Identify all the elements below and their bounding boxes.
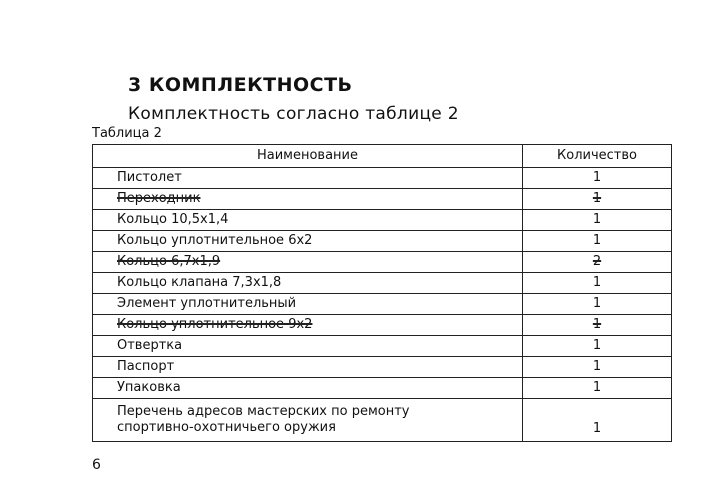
item-quantity: 1: [523, 378, 672, 399]
column-header-quantity: Количество: [523, 145, 672, 168]
struck-item-name: Кольцо 6,7x1,9: [117, 254, 221, 269]
item-quantity: [523, 189, 672, 210]
table-row: [93, 273, 672, 294]
table-row-struck: [93, 315, 672, 336]
item-name: Отвертка: [93, 336, 523, 357]
item-name: Паспорт: [93, 357, 523, 378]
item-name: Кольцо клапана 7,3x1,8: [93, 273, 523, 294]
table-header-row: [93, 145, 672, 168]
struck-item-quantity: 2: [592, 254, 602, 269]
struck-item-quantity: 1: [592, 317, 602, 332]
item-name: Пистолет: [93, 168, 523, 189]
table-caption: Таблица 2: [92, 126, 162, 141]
item-name: Элемент уплотнительный: [93, 294, 523, 315]
item-quantity: 1: [523, 336, 672, 357]
item-quantity: [523, 315, 672, 336]
item-quantity: 1: [523, 231, 672, 252]
contents-table: [92, 144, 672, 442]
table-row: [93, 357, 672, 378]
table-row: [93, 378, 672, 399]
struck-item-name: Кольцо уплотнительное 9x2: [117, 317, 313, 332]
column-header-name: Наименование: [93, 145, 523, 168]
table-row: [93, 231, 672, 252]
item-name: [93, 399, 523, 442]
section-title: 3 КОМПЛЕКТНОСТЬ: [128, 74, 353, 96]
item-quantity: 1: [523, 357, 672, 378]
table-row: [93, 168, 672, 189]
item-quantity: 1: [523, 273, 672, 294]
struck-item-quantity: 1: [592, 191, 602, 206]
item-quantity: 1: [523, 210, 672, 231]
item-name: Кольцо 10,5x1,4: [93, 210, 523, 231]
item-quantity: 1: [523, 399, 672, 442]
table-row: [93, 210, 672, 231]
item-name: [93, 189, 523, 210]
page-number: 6: [92, 457, 101, 473]
item-name: Кольцо уплотнительное 6x2: [93, 231, 523, 252]
table-row-struck: [93, 252, 672, 273]
section-subtitle: Комплектность согласно таблице 2: [128, 104, 459, 124]
table-row: [93, 399, 672, 442]
item-name-line: спортивно-охотничьего оружия: [117, 420, 336, 435]
table-row: [93, 336, 672, 357]
item-quantity: 1: [523, 294, 672, 315]
struck-item-name: Переходник: [117, 191, 201, 206]
item-name: [93, 252, 523, 273]
item-quantity: 1: [523, 168, 672, 189]
item-name: Упаковка: [93, 378, 523, 399]
item-quantity: [523, 252, 672, 273]
table-row: [93, 294, 672, 315]
item-name: [93, 315, 523, 336]
item-name-line: Перечень адресов мастерских по ремонту: [117, 404, 410, 419]
table-row-struck: [93, 189, 672, 210]
